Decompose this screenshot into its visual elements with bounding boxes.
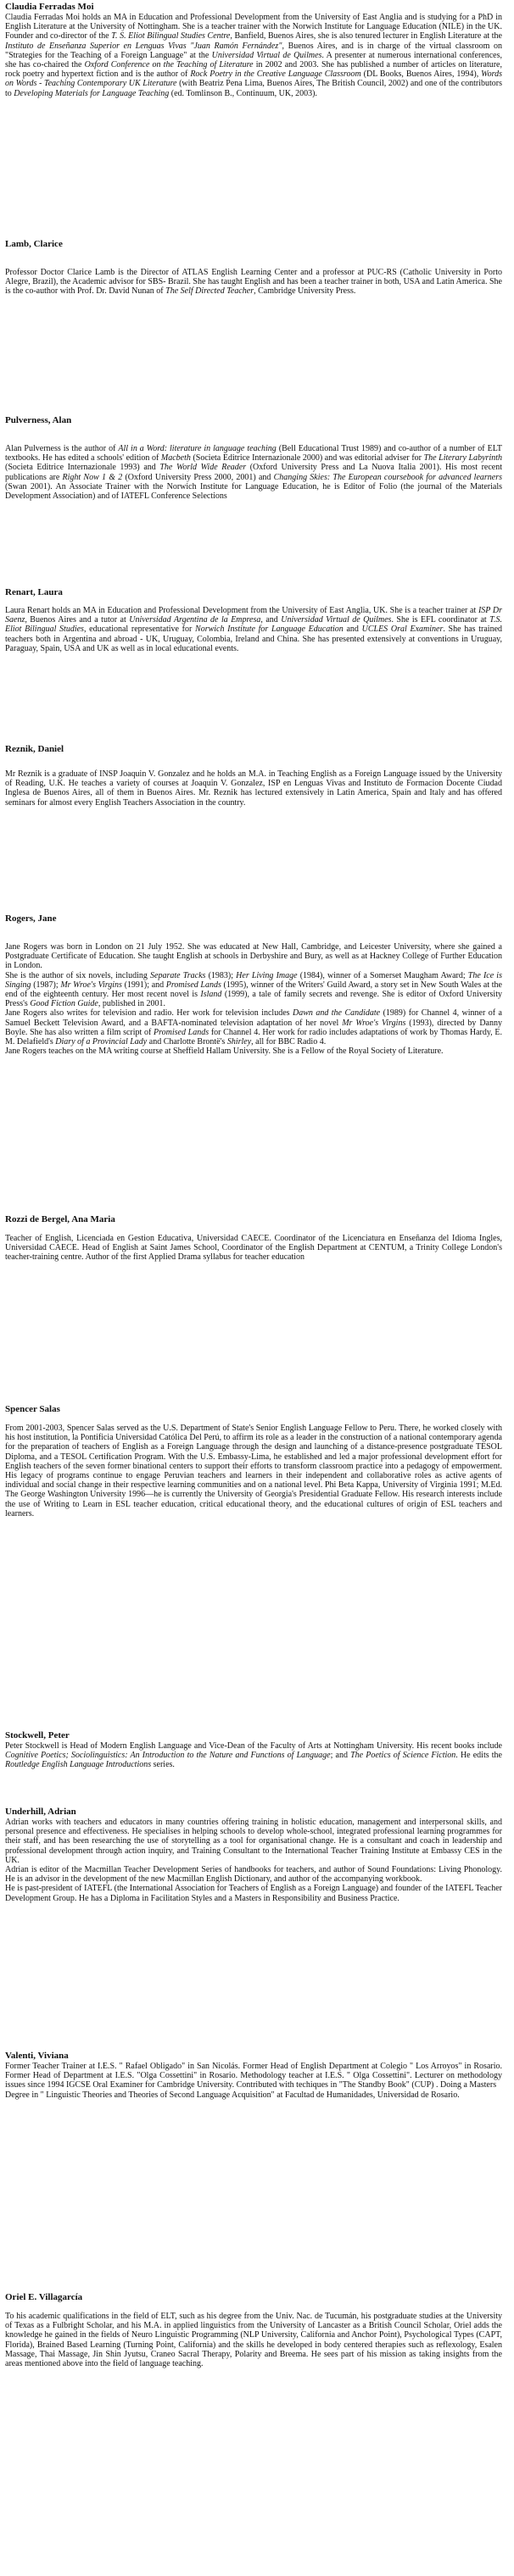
italic-title-text: Dawn and the Candidate: [292, 1008, 381, 1019]
italic-title-text: Universidad Virtual de Quilmes: [211, 50, 322, 60]
bio-paragraph: [5, 1424, 502, 1518]
speaker-bio: [5, 444, 502, 501]
italic-title-text: Separate Tracks: [150, 970, 206, 980]
bio-text: (1993), directed by Danny Boyle. She has also written a film script of: [5, 1018, 502, 1037]
italic-title-text: Routledge English Language Introductions: [5, 1760, 152, 1770]
bio-text: , Banfield, Buenos Aires, she is also tenured lecturer in English Literature at the: [230, 31, 502, 42]
bio-text: Professor Doctor Clarice Lamb is the Director of ATLAS English Learning Center and a professor at PUC-RS (Catholic University in Porto Alegre, Brazil), the Academic advisor for SBS- Brazil. She has taught English and has been a teacher trainer in both, USA and Latin America. She is the co-author with Prof. Dr. David Nunan of: [5, 268, 502, 297]
bio-paragraph: [5, 1884, 502, 1902]
bio-text: and Charlotte Brontë's: [147, 1037, 227, 1047]
bio-entry-ferradas: [5, 2, 502, 98]
italic-title-text: Instituto de Enseñanza Superior en Lenguas Vivas "Juan Ramón Fernández": [5, 41, 282, 51]
speaker-name: Valenti, Viviana: [5, 2051, 69, 2061]
italic-title-text: Macbeth: [160, 453, 191, 464]
italic-title-text: Developing Materials for Language Teaching: [14, 88, 170, 98]
speaker-name: Spencer Salas: [5, 1404, 60, 1414]
speaker-name: Claudia Ferradas Moi: [5, 2, 94, 12]
bio-entry-pulverness: [5, 415, 502, 501]
bio-entry-underhill: [5, 1807, 502, 1903]
bio-entry-lamb: [5, 239, 502, 297]
speaker-bio: [5, 606, 502, 653]
italic-title-text: Changing Skies: The European coursebook for advanced learners: [273, 472, 503, 482]
bio-text: Adrian is editor of the Macmillan Teacher Development Series of handbooks for teachers, and author of Sound Foundations: Living Phonology. He is an advisor in the development of the new Macmillan English Dictionary, and author of the accompanying workbook.: [5, 1865, 502, 1885]
bio-text: (Bell Educational Trust 1989) and co-author of a number of ELT textbooks. He has edited a schools' edition of: [5, 444, 502, 464]
bio-text: . A presenter at numerous international conferences, she has co-chaired the: [5, 50, 502, 70]
bio-text: Jane Rogers also writes for television and radio. Her work for television includes: [5, 1008, 293, 1019]
bio-text: and: [343, 625, 362, 635]
italic-title-text: Island: [200, 990, 222, 1000]
bio-text: Claudia Ferradas Moi holds an MA in Education and Professional Development from the University of East Anglia and is studying for a PhD in English Literature at the University of Nottingham. She is a teacher trainer with the Norwich Institute for Language Education (NILE) in the UK. Founder and co-director of the: [5, 13, 502, 42]
bio-entry-rogers: [5, 913, 502, 1056]
italic-title-text: Promised Lands: [165, 980, 221, 990]
bio-paragraph: [5, 1008, 502, 1046]
bio-text: ; and: [330, 1751, 351, 1761]
bio-text: . He edits the: [455, 1751, 502, 1761]
italic-title-text: Good Fiction Guide: [30, 999, 98, 1009]
speaker-name: Pulverness, Alan: [5, 415, 72, 425]
bio-entry-valenti: [5, 2051, 502, 2100]
bio-paragraph: [5, 268, 502, 297]
bio-text: (Oxford University Press and La Nuova Italia 2001). His most recent publications are: [5, 463, 502, 482]
speaker-bio: [5, 268, 502, 297]
speaker-bio: [5, 769, 502, 808]
bio-entry-salas: [5, 1404, 502, 1518]
speaker-name: Underhill, Adrian: [5, 1807, 76, 1817]
speaker-bio: [5, 1741, 502, 1770]
italic-title-text: Right Now 1 & 2: [62, 472, 123, 482]
italic-title-text: Her Living Image: [236, 970, 298, 980]
bio-paragraph: [5, 2090, 502, 2100]
bio-text: (Societa Editrice Internazionale 1993) and: [5, 463, 160, 473]
bio-paragraph: [5, 444, 502, 501]
italic-title-text: T. S. Eliot Bilingual Studies Centre: [111, 31, 231, 42]
bio-text: (1991); and: [121, 980, 166, 990]
bio-text: (1995), winner of the Writers' Guild Award, a story set in New South Wales at the end of the eighteenth century. Her most recent novel is: [5, 980, 502, 1000]
italic-title-text: The Literary Labyrinth: [423, 453, 503, 464]
bio-paragraph: [5, 2062, 502, 2090]
italic-title-text: All in a Word: literature in language teaching: [118, 444, 277, 453]
bio-text: From 2001-2003, Spencer Salas served as the U.S. Department of State's Senior English Language Fellow to Peru. There, he worked closely with his host institution, la Pontificia Universidad Católica Del Perú, to affirm its role as a leader in the construction of a national contemporary agenda for the preparation of teachers of English as a Foreign Language through the design and launching of a distance-presence postgraduate TESOL Diploma, and a TESOL Certification Program. With the U.S. Embassy-Lima, he established and led a major professional development effort for English teachers of the seven former binational centers to support their efforts to transform classroom practice into a pedagogy of empowerment. His legacy of programs continue to engage Peruvian teachers and learners in their independent and collaborative roles as active agents of individual and social change in their respective learning communities and on a national level. Phi Beta Kappa, University of Virginia 1991; M.Ed. The George Washington University 1996—he is currently the University of Georgia's Presidential Graduate Fellow. His research interests include the use of Writing to Learn in ESL teacher education, critical educational theory, and the educational cultures of origin of ESL teachers and learners.: [5, 1424, 502, 1518]
bio-text: Jane Rogers was born in London on 21 July 1952. She was educated at New Hall, Cambridge, and Leicester University, where she gained a Postgraduate Certificate of Education. She taught English at schools in Derbyshire and Bury, as well as at Hackney College of Further Education in London.: [5, 942, 502, 971]
bio-text: Jane Rogers teaches on the MA writing course at Sheffield Hallam University. She is a Fellow of the Royal Society of Literature.: [5, 1046, 444, 1057]
bio-entry-villagarcia: [5, 2292, 502, 2368]
bio-text: (with Beatriz Pena Lima, Buenos Aires, The British Council, 2002) and one of the contributors to: [5, 79, 502, 98]
bio-text: Peter Stockwell is Head of Modern English Language and Vice-Dean of the Faculty of Arts at Nottingham University. His recent books include: [5, 1741, 502, 1751]
speaker-name: Reznik, Daniel: [5, 744, 64, 754]
bio-text: , and: [260, 615, 282, 625]
bio-text: for Channel 4. Her work for radio includes adaptations of work by Thomas Hardy, E. M. Delafield's: [5, 1027, 502, 1047]
bio-paragraph: [5, 971, 502, 1009]
speaker-bio: [5, 2062, 502, 2100]
speaker-name: Lamb, Clarice: [5, 239, 63, 249]
bio-paragraph: [5, 1234, 502, 1263]
italic-title-text: ISP Dr Saenz: [5, 606, 502, 625]
italic-title-text: Oxford Conference on the Teaching of Literature: [84, 60, 254, 70]
bio-text: . She is EFL coordinator at: [391, 615, 490, 625]
bio-text: Alan Pulverness is the author of: [5, 444, 119, 453]
bio-paragraph: [5, 13, 502, 98]
bio-text: (1983);: [205, 970, 237, 980]
bio-paragraph: [5, 1741, 502, 1770]
italic-title-text: Rock Poetry in the Creative Language Classroom: [190, 69, 361, 80]
italic-title-text: Shirley: [226, 1037, 252, 1047]
bio-text: He is past-president of IATEFL (the International Association for Teachers of English as a Foreign Language) and founder of the IATEFL Teacher Development Group. He has a Diploma in Facilitation Styles and a Masters in Responsibility and Business Practice.: [5, 1884, 502, 1903]
italic-title-text: The World Wide Reader: [159, 463, 247, 473]
bio-text: Mr Reznik is a graduate of INSP Joaquin V. Gonzalez and he holds an M.A. in Teaching English as a Foreign Language issued by the University of Reading, U.K. He teaches a variety of courses at Joaquin V. Gonzalez, ISP en Lenguas Vivas and Instituto de Formacion Docente Ciudad Inglesa de Buenos Aires, all of them in Buenos Aires. Mr. Reznik has lectured extensively in Latin America, Spain and Italy and has offered seminars for almost every English Teachers Association in the country.: [5, 769, 502, 808]
italic-title-text: T.S. Eliot Bilingual Studies: [5, 615, 502, 635]
bio-text: , Buenos Aires and a tutor at: [25, 615, 130, 625]
bio-text: Adrian works with teachers and educators in many countries offering training in holistic education, management and interpersonal skills, and personal presence and effectiveness. He specialises in helping schools to develop whole-school, integrated professional learning programmes for their staff, and has been researching the use of storytelling as a tool for organisational change. He is a consultant and coach in leadership and professional development through action inquiry, and Training Consultant to the International Teacher Training Institute at Embassy CES in the UK.: [5, 1818, 502, 1865]
bio-entry-reznik: [5, 744, 502, 808]
bio-text: , Cambridge University Press.: [254, 286, 356, 297]
speaker-name: Stockwell, Peter: [5, 1730, 70, 1740]
speaker-bio: [5, 942, 502, 1056]
italic-title-text: The Ice is Singing: [5, 970, 502, 990]
bio-paragraph: [5, 1865, 502, 1884]
speaker-name: Oriel E. Villagarcía: [5, 2292, 83, 2302]
bio-text: (Swan 2001). An Associate Trainer with the Norwich Institute for Language Education, he is Editor of Folio (the journal of the Materials Development Association) and of IATEFL Conference Selections: [5, 481, 502, 502]
bio-text: (1989) for Channel 4, winner of a Samuel Beckett Television Award, and a BAFTA-nominated television adaptation of her novel: [5, 1008, 502, 1028]
bio-paragraph: [5, 942, 502, 971]
bio-entry-renart: [5, 587, 502, 653]
bio-paragraph: [5, 1818, 502, 1865]
bio-text: (1984), winner of a Somerset Maugham Award;: [297, 970, 468, 980]
bio-paragraph: [5, 2312, 502, 2368]
speaker-name: Renart, Laura: [5, 587, 63, 597]
bio-text: Teacher of English, Licenciada en Gestion Educativa, Universidad CAECE. Coordinator of the Licenciatura en Enseñanza del Idioma Ingles, Universidad CAECE. Head of English at Saint James School, Coordinator of the English Department at CENTUM, a Trinity College London's teacher-training centre. Author of the first Applied Drama syllabus for teacher education: [5, 1234, 502, 1263]
italic-title-text: The Self Directed Teacher: [165, 286, 254, 297]
bio-text: (DL Books, Buenos Aires, 1994),: [360, 69, 482, 80]
italic-title-text: Diary of a Provincial Lady: [55, 1037, 148, 1047]
bio-paragraph: [5, 606, 502, 653]
bio-text: (1999), a tale of family secrets and revenge. She is editor of Oxford University Press's: [5, 990, 502, 1009]
bio-text: Laura Renart holds an MA in Education and Professional Development from the University of East Anglia, UK. She is a teacher trainer at: [5, 606, 478, 615]
bio-paragraph: [5, 769, 502, 808]
italic-title-text: Mr Wroe's Virgins: [342, 1018, 406, 1028]
bio-text: (Oxford University Press 2000, 2001) and: [122, 472, 274, 482]
bio-text: , educational representative for: [83, 625, 196, 635]
bio-text: series.: [151, 1760, 175, 1770]
speaker-bio: [5, 1234, 502, 1263]
bio-text: . She has trained teachers both in Argentina and abroad - UK, Uruguay, Colombia, Ireland and China. She has presented extensively at conventions in Uruguay, Paraguay, Spain, USA and UK as well as in local educational events.: [5, 625, 503, 653]
bio-text: (1987);: [31, 980, 61, 990]
bio-text: (Societa Editrice Internazionale 2000) and was editorial adviser for: [190, 453, 424, 464]
italic-title-text: Promised Lands: [154, 1027, 210, 1037]
italic-title-text: Mr Wroe's Virgins: [60, 980, 122, 990]
italic-title-text: Words on Words - Teaching Contemporary UK Literature: [5, 69, 502, 89]
speaker-bio: [5, 13, 502, 98]
speaker-bio: [5, 1424, 502, 1518]
speaker-bio: [5, 1818, 502, 1903]
italic-title-text: The Poetics of Science Fiction: [350, 1751, 456, 1761]
bio-text: , all for BBC Radio 4.: [251, 1037, 327, 1047]
bio-text: , published in 2001.: [98, 999, 166, 1009]
italic-title-text: Universidad Virtual de Quilmes: [281, 615, 392, 625]
bio-text: Degree in " Linguistic Theories and Theories of Second Language Acquisition" at Facultad de Humanidades, Universidad de Rosario.: [5, 2090, 460, 2100]
bio-text: She is the author of six novels, including: [5, 970, 151, 980]
bio-text: To his academic qualifications in the field of ELT, such as his degree from the Univ. Nac. de Tucumán, his postgraduate studies at the University of Texas as a Fulbright Scholar, and his M.A. in applied linguistics from the University of Lancaster as a British Council Scholar, Oriel adds the knowledge he gained in the fields of Neuro Linguistic Programming (NLP University, California and Anchor Point), Psychological Types (CAPT, Florida), Brained Based Learning (Turning Point, California) and the skills he developed in body centered therapies such as reflexology, Esalen Massage, Thai Massage, Jin Shin Jyutsu, Craneo Sacral Therapy, Polarity and Breema. He sees part of his mission as taking insights from the areas mentioned above into the field of language teaching.: [5, 2312, 502, 2369]
bio-text: (ed. Tomlinson B., Continuum, UK, 2003).: [169, 88, 317, 98]
italic-title-text: Cognitive Poetics; Sociolinguistics: An Introduction to the Nature and Functions of Language: [5, 1751, 331, 1761]
italic-title-text: Universidad Argentina de la Empresa: [129, 615, 261, 625]
speaker-name: Rozzi de Bergel, Ana Maria: [5, 1214, 115, 1224]
italic-title-text: UCLES Oral Examiner: [361, 625, 444, 635]
speaker-bio: [5, 2312, 502, 2368]
bio-text: in 2002 and 2003. She has published a number of articles on literature, rock poetry and hypertext fiction and is the author of: [5, 60, 502, 80]
bio-entry-rozzi: [5, 1214, 502, 1263]
bio-text: , Buenos Aires, and is in charge of the virtual classroom on "Strategies for the Teaching of a Foreign Language" at the: [5, 41, 502, 60]
italic-title-text: Norwich Institute for Language Education: [195, 625, 344, 635]
bio-entry-stockwell: [5, 1730, 502, 1770]
bio-paragraph: [5, 1046, 502, 1056]
bio-text: Former Teacher Trainer at I.E.S. " Rafael Obligado" in San Nicolás. Former Head of English Department at Colegio " Los Arroyos" in Rosario. Former Head of Department at I.E.S. "Olga Cossettini" in Rosario. Methodology teacher at I.E.S. " Olga Cossettini". Lecturer on methodology issues since 1994 IGCSE Oral Examiner for Cambridge University. Contributed with techiques in "The Standby Book" (CUP) . Doing a Masters: [5, 2062, 502, 2090]
speaker-name: Rogers, Jane: [5, 913, 57, 924]
